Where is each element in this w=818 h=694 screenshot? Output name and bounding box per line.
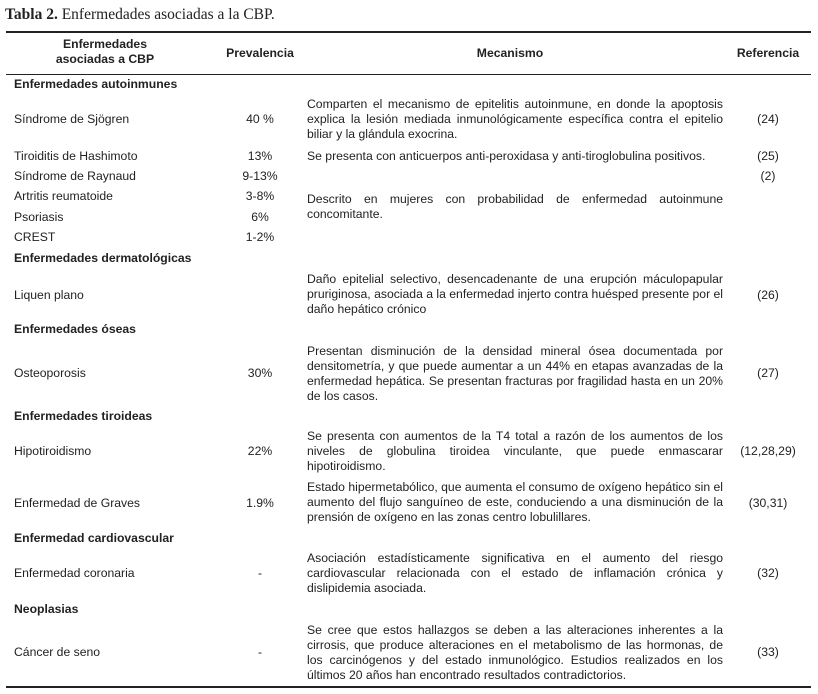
header-mechanism: Mecanismo <box>476 46 544 60</box>
prevalence-value: 13% <box>247 149 273 163</box>
section-title-thyroid: Enfermedades tiroideas <box>14 409 153 423</box>
section-title-dermatologic: Enfermedades dermatológicas <box>14 251 192 265</box>
header-disease: Enfermedades asociadas a CBP <box>55 37 155 66</box>
prevalence-value: 9-13% <box>242 169 278 183</box>
disease-name: Enfermedad de Graves <box>14 496 141 510</box>
reference-value: (30,31) <box>748 496 788 510</box>
disease-name: Hipotiroidismo <box>14 444 92 458</box>
prevalence-value: 30% <box>247 366 273 380</box>
reference-value: (2) <box>760 169 776 183</box>
disease-name: Tiroiditis de Hashimoto <box>14 149 138 163</box>
reference-value: (12,28,29) <box>740 444 796 458</box>
reference-value: (24) <box>757 112 779 126</box>
disease-name: Osteoporosis <box>14 366 86 380</box>
reference-value: (32) <box>757 566 779 580</box>
mechanism-text: Descrito en mujeres con probabilidad de enfermedad autoinmune concomitante. <box>307 192 723 221</box>
mechanism-text: Presentan disminución de la densidad mineral ósea documentada por densitometría, y que puede aumentar a un 44% en etapas avanzadas de la enfermedad hepática. Se presentan fracturas por fragilidad hasta en un 20% de los casos. <box>307 344 723 403</box>
prevalence-value: 6% <box>251 210 269 224</box>
table-caption <box>5 6 275 24</box>
reference-value: (33) <box>757 645 779 659</box>
mechanism-text: Daño epitelial selectivo, desencadenante de una erupción máculopapular pruriginosa, asociada a la enfermedad injerto contra huésped presente por el daño hepático crónico <box>307 272 723 316</box>
prevalence-value: 1.9% <box>246 496 274 510</box>
disease-name: Liquen plano <box>14 288 84 302</box>
mechanism-text: Asociación estadísticamente significativa en el aumento del riesgo cardiovascular relacionada con el estado de inflamación crónica y dislipidemia asociada. <box>307 551 723 595</box>
prevalence-value: - <box>257 566 263 580</box>
disease-name: Enfermedad coronaria <box>14 566 135 580</box>
mechanism-text: Comparten el mecanismo de epitelitis autoinmune, en donde la apoptosis explica la lesión mediada inmunológicamente específica contra el epitelio biliar y la glándula exocrina. <box>307 97 723 141</box>
table-caption-label: Tabla 2. <box>5 6 58 23</box>
header-reference: Referencia <box>736 46 800 60</box>
reference-value: (26) <box>757 288 779 302</box>
prevalence-value: 22% <box>247 444 273 458</box>
header-prevalence: Prevalencia <box>226 46 294 60</box>
disease-name: Cáncer de seno <box>14 645 101 659</box>
disease-name: Síndrome de Raynaud <box>14 169 136 183</box>
top-rule <box>6 31 811 33</box>
section-title-neoplasia: Neoplasias <box>14 602 79 616</box>
prevalence-value: 40 % <box>246 112 274 126</box>
reference-value: (27) <box>757 366 779 380</box>
mechanism-text: Se presenta con aumentos de la T4 total a razón de los aumentos de los niveles de globulina tiroidea vinculante, que puede enmascarar hipotiroidismo. <box>307 429 723 473</box>
reference-value: (25) <box>757 149 779 163</box>
bottom-rule <box>6 686 811 688</box>
prevalence-value: 1-2% <box>245 230 275 244</box>
disease-name: CREST <box>14 230 56 244</box>
mechanism-text: Estado hipermetabólico, que aumenta el consumo de oxígeno hepático sin el aumento del flujo sanguíneo de este, conduciendo a una disminución de la prensión de oxígeno en las zonas centro lobulillares. <box>307 480 723 524</box>
disease-name: Psoriasis <box>14 210 64 224</box>
section-title-bone: Enfermedades óseas <box>14 322 136 336</box>
section-title-autoimmune: Enfermedades autoinmunes <box>14 77 178 91</box>
section-title-cardio: Enfermedad cardiovascular <box>14 531 174 545</box>
mechanism-text: Se presenta con anticuerpos anti-peroxidasa y anti-tiroglobulina positivos. <box>307 149 706 163</box>
mechanism-text: Se cree que estos hallazgos se deben a las alteraciones inherentes a la cirrosis, que produce alteraciones en el metabolismo de las hormonas, de los carcinógenos y del estado inmunológico. Estudios realizados en los últimos 20 años han encontrado resultados contradictorios. <box>307 623 723 682</box>
prevalence-value: 3-8% <box>245 189 275 203</box>
disease-name: Síndrome de Sjögren <box>14 112 130 126</box>
prevalence-value: - <box>257 645 263 659</box>
table-caption-text: Enfermedades asociadas a la CBP. <box>61 6 275 23</box>
header-rule <box>6 74 811 75</box>
disease-name: Artritis reumatoide <box>14 189 113 203</box>
